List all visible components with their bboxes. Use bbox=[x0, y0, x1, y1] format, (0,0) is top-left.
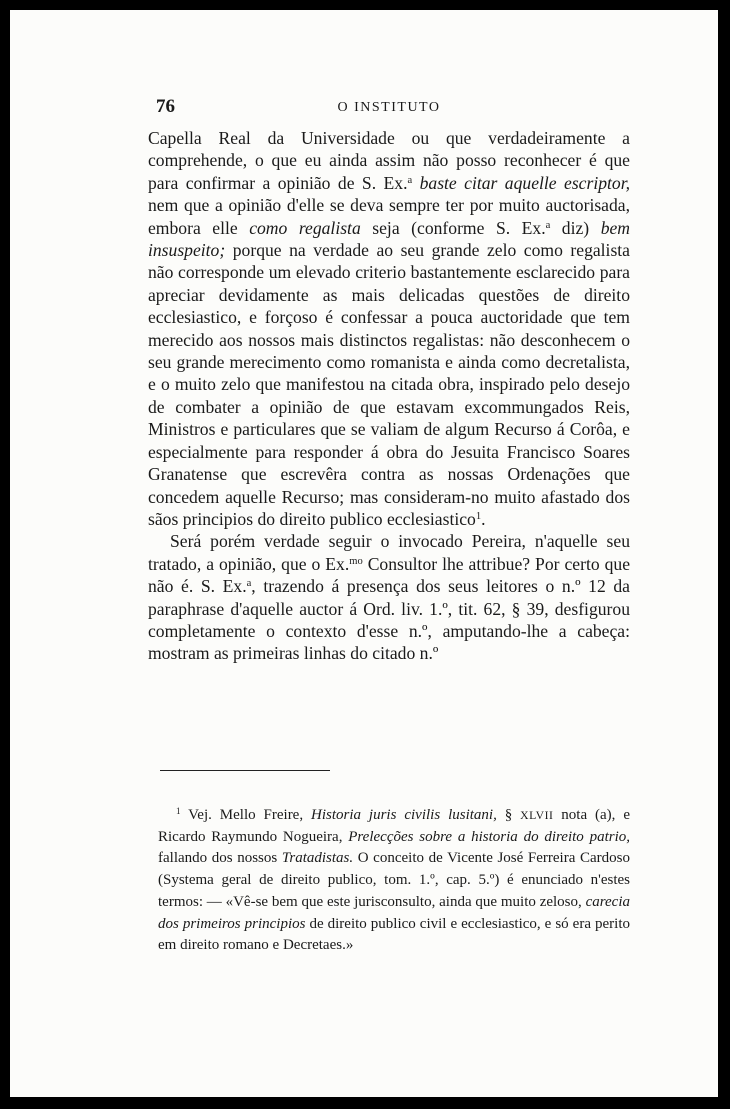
italic-run: Historia juris civilis lusitani, bbox=[311, 807, 497, 823]
footnote-separator bbox=[160, 770, 330, 771]
text-run: § bbox=[496, 807, 521, 823]
text-run: nem que a opinião d'elle se deva sempre ter por muito auctorisada, embora elle bbox=[148, 195, 630, 238]
italic-run: como regalista bbox=[249, 217, 361, 238]
text-run: , trazendo á presença dos seus leitores o n.º 12 da paraphrase d'aquelle auctor á Ord. liv. 1.º, tit. 62, § 39, desfigurou completamente o contexto d'esse n.º, amputando-lhe a cabeça: mostram as primeiras linhas do citado n.º bbox=[148, 576, 630, 664]
italic-run: Prelecções sobre a historia do direito patrio, bbox=[348, 828, 630, 845]
footnote bbox=[158, 805, 630, 957]
italic-run: baste citar aquelle escriptor, bbox=[419, 172, 630, 193]
text-run: O conceito de Vicente José Ferreira Cardoso (Systema geral de direito publico, tom. 1.º, cap. 5.º) é enunciado n'estes termos: — «Vê-se bem que este jurisconsulto, ainda que muito zeloso, bbox=[158, 850, 630, 910]
italic-run: carecia dos primeiros principios bbox=[158, 893, 630, 932]
superscript: a bbox=[545, 219, 551, 231]
text-run: fallando dos nossos bbox=[158, 850, 282, 867]
page-number: 76 bbox=[156, 96, 175, 117]
text-run: Consultor lhe attribue? Por certo que não é. S. Ex. bbox=[148, 553, 630, 597]
footnote-marker: 1 bbox=[176, 806, 181, 817]
text-run: Capella Real da Universidade ou que verdadeiramente a comprehende, o que eu ainda assim não posso reconhecer é que para confirmar a opinião de S. Ex. bbox=[148, 128, 630, 193]
small-caps-run: XLVII bbox=[520, 809, 554, 822]
text-run: diz) bbox=[550, 217, 601, 238]
paragraph bbox=[148, 127, 630, 530]
page-header bbox=[148, 96, 630, 120]
superscript: a bbox=[407, 175, 413, 187]
footnote-reference[interactable]: 1 bbox=[475, 511, 482, 523]
text-run: . bbox=[481, 508, 486, 529]
italic-run: Tratadistas. bbox=[281, 850, 354, 867]
body-text bbox=[148, 127, 630, 665]
superscript: mo bbox=[349, 555, 363, 567]
text-run: nota (a), e Ricardo Raymundo Nogueira, bbox=[158, 807, 630, 845]
text-run: Vej. Mello Freire, bbox=[180, 807, 311, 823]
text-run: seja (conforme S. Ex. bbox=[360, 217, 546, 238]
superscript: a bbox=[246, 578, 252, 590]
running-title: O INSTITUTO bbox=[337, 100, 441, 115]
text-run: Será porém verdade seguir o invocado Pereira, n'aquelle seu tratado, a opinião, que o Ex. bbox=[148, 531, 630, 574]
text-run: porque na verdade ao seu grande zelo como regalista não corresponde um elevado criterio bastantemente esclarecido para apreciar devidamente as mais delicadas questões de direito ecclesiastico, e forçoso é confessar a pouca auctoridade que tem merecido aos nossos mais distinctos regalistas: não desconhecem o seu grande merecimento como romanista e ainda como decretalista, e o muito zelo que manifestou na citada obra, inspirado pelo desejo de combater a opinião de que estavam excommungados Reis, Ministros e particulares que se valiam de algum Recurso á Corôa, e especialmente para responder á obra do Jesuita Francisco Soares Granatense que escrevêra contra as nossas Ordenações que concedem aquelle Recurso; mas consideram-no muito afastado dos sãos principios do direito publico ecclesiastico bbox=[148, 240, 630, 529]
italic-run: bem insuspeito; bbox=[148, 217, 630, 261]
paragraph bbox=[148, 530, 630, 664]
text-run: de direito publico civil e ecclesiastico, e só era perito em direito romano e Decretaes.» bbox=[158, 915, 630, 954]
